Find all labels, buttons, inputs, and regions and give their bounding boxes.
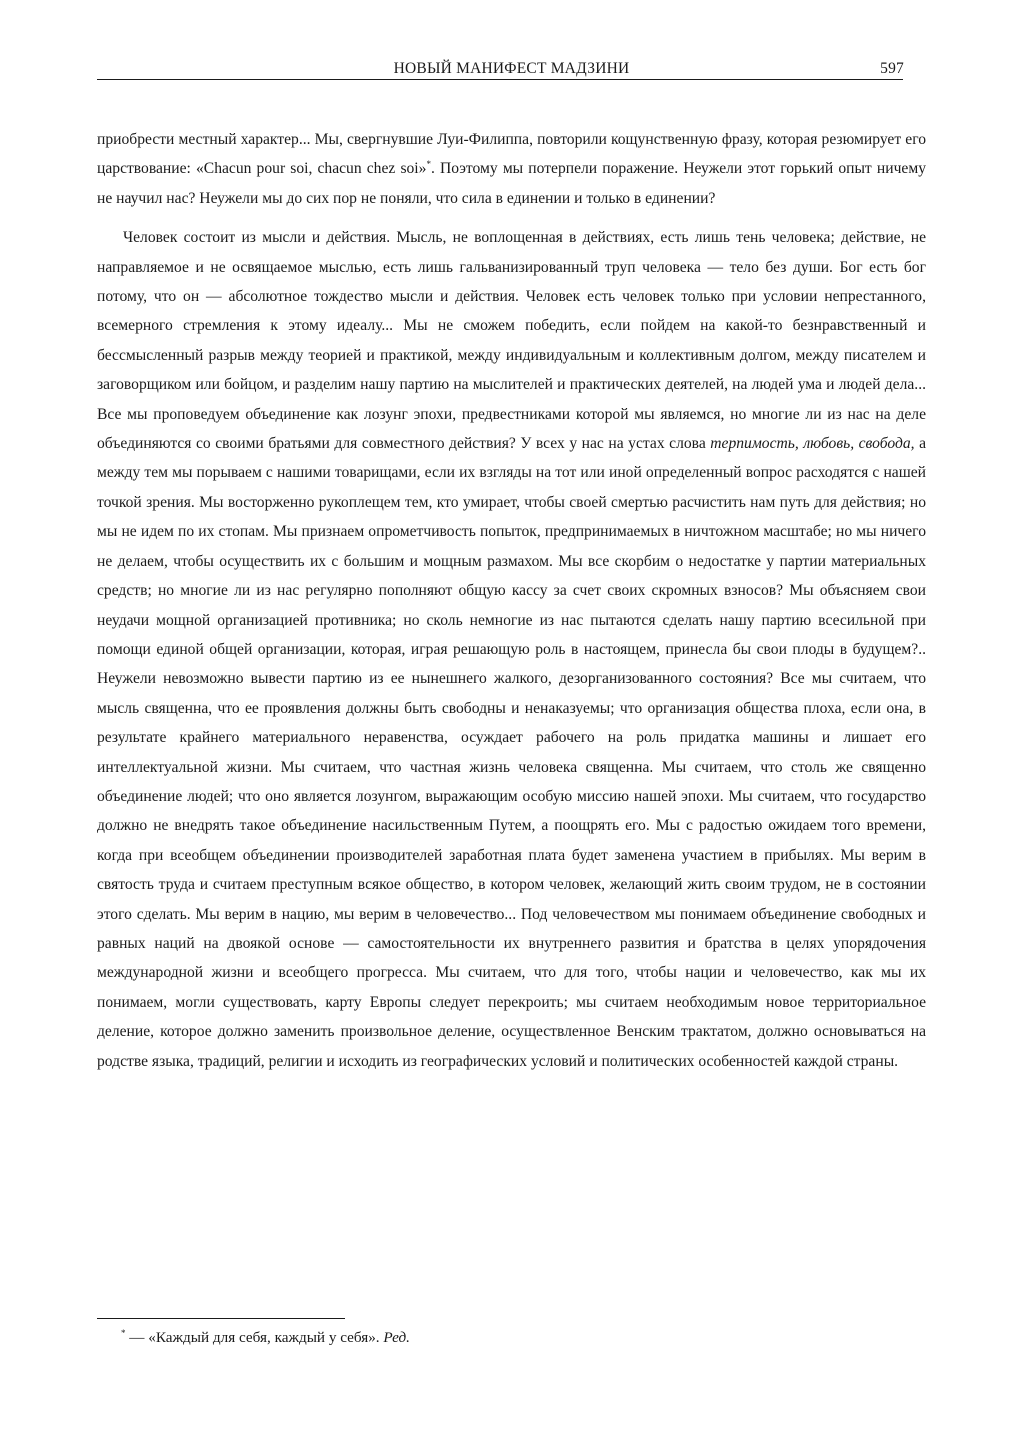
paragraph-2 (97, 223, 926, 1076)
paragraph-2-italic-phrase: терпимость, любовь, свобода, (710, 435, 915, 453)
footnote-reference: * (426, 159, 431, 170)
page-number: 597 (880, 60, 904, 77)
header-rule (97, 79, 903, 80)
footnote (121, 1327, 410, 1349)
paragraph-2-text-b: а между тем мы порываем с нашими товарищами, если их взгляды на тот или иной определенный вопрос расходятся с нашей точкой зрения. Мы восторженно рукоплещем тем, кто умирает, чтобы своей смертью расчистить нам путь для действия; но мы не идем по их стопам. Мы признаем опрометчивость попыток, предпринимаемых в ничтожном масштабе; но мы ничего не делаем, чтобы осуществить их с большим и мощным размахом. Мы все скорбим о недостатке у партии материальных средств; но многие ли из нас регулярно пополняют общую кассу за счет своих скромных взносов? Мы объясняем свои неудачи мощной организацией противника; но сколь немногие из нас пытаются сделать нашу партию всесильной при помощи единой общей организации, которая, играя решающую роль в настоящем, принесла бы свои плоды в будущем?.. Неужели невозможно вывести партию из ее нынешнего жалкого, дезорганизованного состояния? Все мы считаем, что мысль священна, что ее проявления должны быть свободны и ненаказуемы; что организация общества плоха, если она, в результате крайнего материального неравенства, осуждает рабочего на роль придатка машины и лишает его интеллектуальной жизни. Мы считаем, что частная жизнь человека священна. Мы считаем, что столь же священно объединение людей; что оно является лозунгом, выражающим особую миссию нашей эпохи. Мы считаем, что государство должно не внедрять такое объединение насильственным Путем, а поощрять его. Мы с радостью ожидаем того времени, когда при всеобщем объединении производителей заработная плата будет заменена участием в прибылях. Мы верим в святость труда и считаем преступным всякое общество, в котором человек, желающий жить своим трудом, не в состоянии этого сделать. Мы верим в нацию, мы верим в человечество... Под человечеством мы понимаем объединение свободных и равных наций на двоякой основе — самостоятельности их внутреннего развития и братства в целях упорядочения международной жизни и всеобщего прогресса. Мы считаем, что для того, чтобы нации и человечество, как мы их понимаем, могли существовать, карту Европы следует перекроить; мы считаем необходимым новое территориальное деление, которое должно заменить произвольное деление, осуществленное Венским трактатом, должно основываться на родстве языка, традиций, религии и исходить из географических условий и политических особенностей каждой страны. (97, 435, 926, 1070)
footnote-marker: * (121, 1328, 126, 1338)
paragraph-1-text-b: . Поэтому мы потерпели поражение. Неужели этот горький опыт ничему не научил нас? Неужели мы до сих пор не поняли, что сила в единении и только в единении? (97, 160, 926, 207)
footnote-rule (97, 1318, 345, 1319)
footnote-text: — «Каждый для себя, каждый у себя». (125, 1329, 384, 1346)
paragraph-1-text-a: приобрести местный характер... Мы, свергнувшие Луи-Филиппа, повторили кощунственную фразу, которая резюмирует его царствование: «Chacun pour soi, chacun chez soi» (97, 131, 926, 178)
running-head (97, 56, 926, 80)
running-head-title: НОВЫЙ МАНИФЕСТ МАДЗИНИ (393, 60, 630, 77)
body-text (97, 125, 926, 1076)
book-page (97, 56, 926, 1416)
paragraph-2-text-a: Человек состоит из мысли и действия. Мысль, не воплощенная в действиях, есть лишь тень человека; действие, не направляемое и не освящаемое мыслью, есть лишь гальванизированный труп человека — тело без души. Бог есть бог потому, что он — абсолютное тождество мысли и действия. Человек есть человек только при условии непрестанного, всемерного стремления к этому идеалу... Мы не сможем победить, если пойдем на какой-то безнравственный и бессмысленный разрыв между теорией и практикой, между индивидуальным и коллективным долгом, между писателем и заговорщиком или бойцом, и разделим нашу партию на мыслителей и практических деятелей, на людей ума и людей дела... Все мы проповедуем объединение как лозунг эпохи, предвестниками которой мы являемся, но многие ли из нас на деле объединяются со своими братьями для совместного действия? У всех у нас на устах слова (97, 229, 926, 453)
paragraph-1 (97, 125, 926, 213)
footnote-editor-note: Ред. (383, 1329, 410, 1346)
